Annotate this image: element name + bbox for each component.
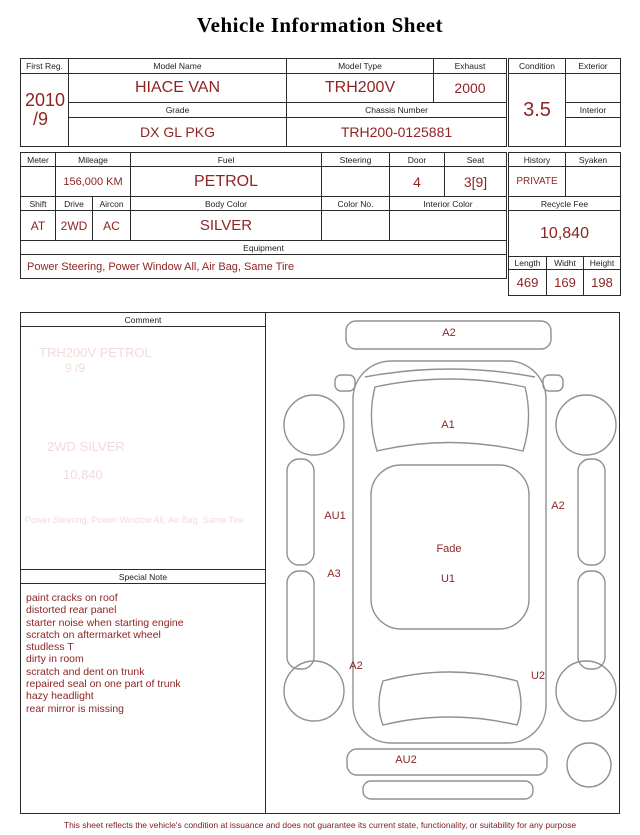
equipment-value: Power Steering, Power Window All, Air Bag, Same Tire [21, 255, 507, 279]
width-label: Widht [547, 257, 584, 270]
special-note-item: starter noise when starting engine [26, 616, 184, 629]
diagram-label-windshield: A1 [441, 419, 455, 431]
right-rear-panel-shape [578, 571, 605, 669]
diagram-label-u1: U1 [440, 573, 456, 585]
width-value: 169 [547, 270, 584, 296]
condition-label: Condition [509, 59, 566, 74]
door-label: Door [390, 153, 445, 167]
left-rear-panel-shape [287, 571, 314, 669]
fuel-value: PETROL [131, 167, 322, 197]
meter-label: Meter [21, 153, 56, 167]
history-value: PRIVATE [509, 167, 566, 197]
diagram-label-rear-bumper: AU2 [395, 754, 417, 766]
shift-label: Shift [21, 197, 56, 211]
special-note-item: studless T [26, 641, 74, 654]
interior-color-label: Interior Color [390, 197, 507, 211]
wheel-rear-left-shape [284, 661, 344, 721]
ghost-text: 9 /9 [65, 361, 86, 375]
first-reg-value [21, 74, 69, 147]
steering-value [322, 167, 390, 197]
seat-label: Seat [445, 153, 507, 167]
car-damage-diagram [271, 313, 621, 813]
condition-score: 3.5 [509, 74, 566, 147]
model-name-value: HIACE VAN [69, 74, 287, 103]
comment-header: Comment [21, 313, 265, 327]
wheel-rear-right-shape [556, 661, 616, 721]
condition-table [508, 58, 621, 147]
model-name-label: Model Name [69, 59, 287, 74]
ghost-text: 10,840 [63, 467, 103, 482]
spare-wheel-shape [567, 743, 611, 787]
syaken-value [566, 167, 621, 197]
special-note-item: repaired seal on one part of trunk [26, 678, 181, 691]
special-note-item: paint cracks on roof [26, 592, 118, 604]
rear-bumper-shape [347, 749, 547, 775]
ghost-text: Power Steering, Power Window All, Air Bag, Same Tire [25, 515, 244, 525]
special-note-list [21, 589, 265, 715]
meter-value [21, 167, 56, 197]
wheel-front-right-shape [556, 395, 616, 455]
spec-table [20, 152, 507, 279]
color-no-label: Color No. [322, 197, 390, 211]
grade-value: DX GL PKG [69, 118, 287, 147]
drive-value: 2WD [56, 211, 93, 241]
rear-window-shape [379, 672, 521, 725]
wheel-front-left-shape [284, 395, 344, 455]
recycle-fee-label: Recycle Fee [509, 197, 621, 211]
first-reg-month: /9 [33, 109, 49, 129]
model-type-value: TRH200V [287, 74, 434, 103]
length-value: 469 [509, 270, 547, 296]
steering-label: Steering [322, 153, 390, 167]
comment-and-diagram-box [20, 312, 620, 814]
diagram-label-fade: Fade [436, 543, 462, 555]
body-color-value: SILVER [131, 211, 322, 241]
exhaust-label: Exhaust [434, 59, 507, 74]
special-note-item: dirty in room [26, 653, 84, 666]
syaken-label: Syaken [566, 153, 621, 167]
left-front-panel-shape [287, 459, 314, 565]
exterior-label: Exterior [566, 59, 621, 74]
rear-strip-shape [363, 781, 533, 799]
exhaust-value: 2000 [434, 74, 507, 103]
first-reg-label: First Reg. [21, 59, 69, 74]
interior-color-value [390, 211, 507, 241]
car-diagram-svg [271, 313, 621, 813]
mileage-value: 156,000 KM [56, 167, 131, 197]
diagram-label-front-bumper: A2 [442, 327, 456, 339]
history-label: History [509, 153, 566, 167]
aircon-value: AC [93, 211, 131, 241]
chassis-number-value: TRH200-0125881 [287, 118, 507, 147]
shift-value: AT [21, 211, 56, 241]
special-note-header: Special Note [21, 569, 265, 584]
special-note-item: scratch on aftermarket wheel [26, 628, 161, 641]
right-front-panel-shape [578, 459, 605, 565]
interior-label: Interior [566, 103, 621, 118]
first-reg-year: 2010 [25, 90, 66, 111]
special-note-item: rear mirror is missing [26, 702, 125, 715]
height-label: Height [584, 257, 621, 270]
hood-line-shape [365, 369, 535, 377]
diagram-label-rear-left: A2 [349, 660, 363, 672]
recycle-fee-value: 10,840 [509, 211, 621, 257]
diagram-label-left-front: AU1 [324, 510, 346, 522]
registration-table [20, 58, 507, 147]
mileage-label: Mileage [56, 153, 131, 167]
drive-label: Drive [56, 197, 93, 211]
history-table [508, 152, 621, 257]
ghost-text: TRH200V PETROL [39, 345, 152, 360]
door-value: 4 [390, 167, 445, 197]
fuel-label: Fuel [131, 153, 322, 167]
special-note-item: distorted rear panel [26, 604, 117, 617]
interior-value [566, 118, 621, 147]
special-note-item: hazy headlight [26, 690, 94, 703]
color-no-value [322, 211, 390, 241]
equipment-label: Equipment [21, 241, 507, 255]
height-value: 198 [584, 270, 621, 296]
length-label: Length [509, 257, 547, 270]
grade-label: Grade [69, 103, 287, 118]
page-title: Vehicle Information Sheet [196, 13, 444, 37]
seat-value: 3[9] [445, 167, 507, 197]
comment-panel [21, 313, 266, 813]
dimensions-table [508, 256, 621, 296]
ghost-text: 2WD SILVER [47, 439, 125, 454]
diagram-label-rear-right: U2 [530, 670, 546, 682]
disclaimer-text: This sheet reflects the vehicle's condition at issuance and does not guarantee its current state, functionality, or suitability for any purpose [63, 820, 577, 830]
mirror-right-shape [543, 375, 563, 391]
body-color-label: Body Color [131, 197, 322, 211]
chassis-number-label: Chassis Number [287, 103, 507, 118]
model-type-label: Model Type [287, 59, 434, 74]
special-note-item: scratch and dent on trunk [26, 665, 145, 678]
diagram-label-left-rear: A3 [327, 568, 341, 580]
diagram-label-right-side: A2 [551, 500, 565, 512]
exterior-value [566, 74, 621, 103]
mirror-left-shape [335, 375, 355, 391]
windshield-shape [371, 379, 528, 451]
aircon-label: Aircon [93, 197, 131, 211]
